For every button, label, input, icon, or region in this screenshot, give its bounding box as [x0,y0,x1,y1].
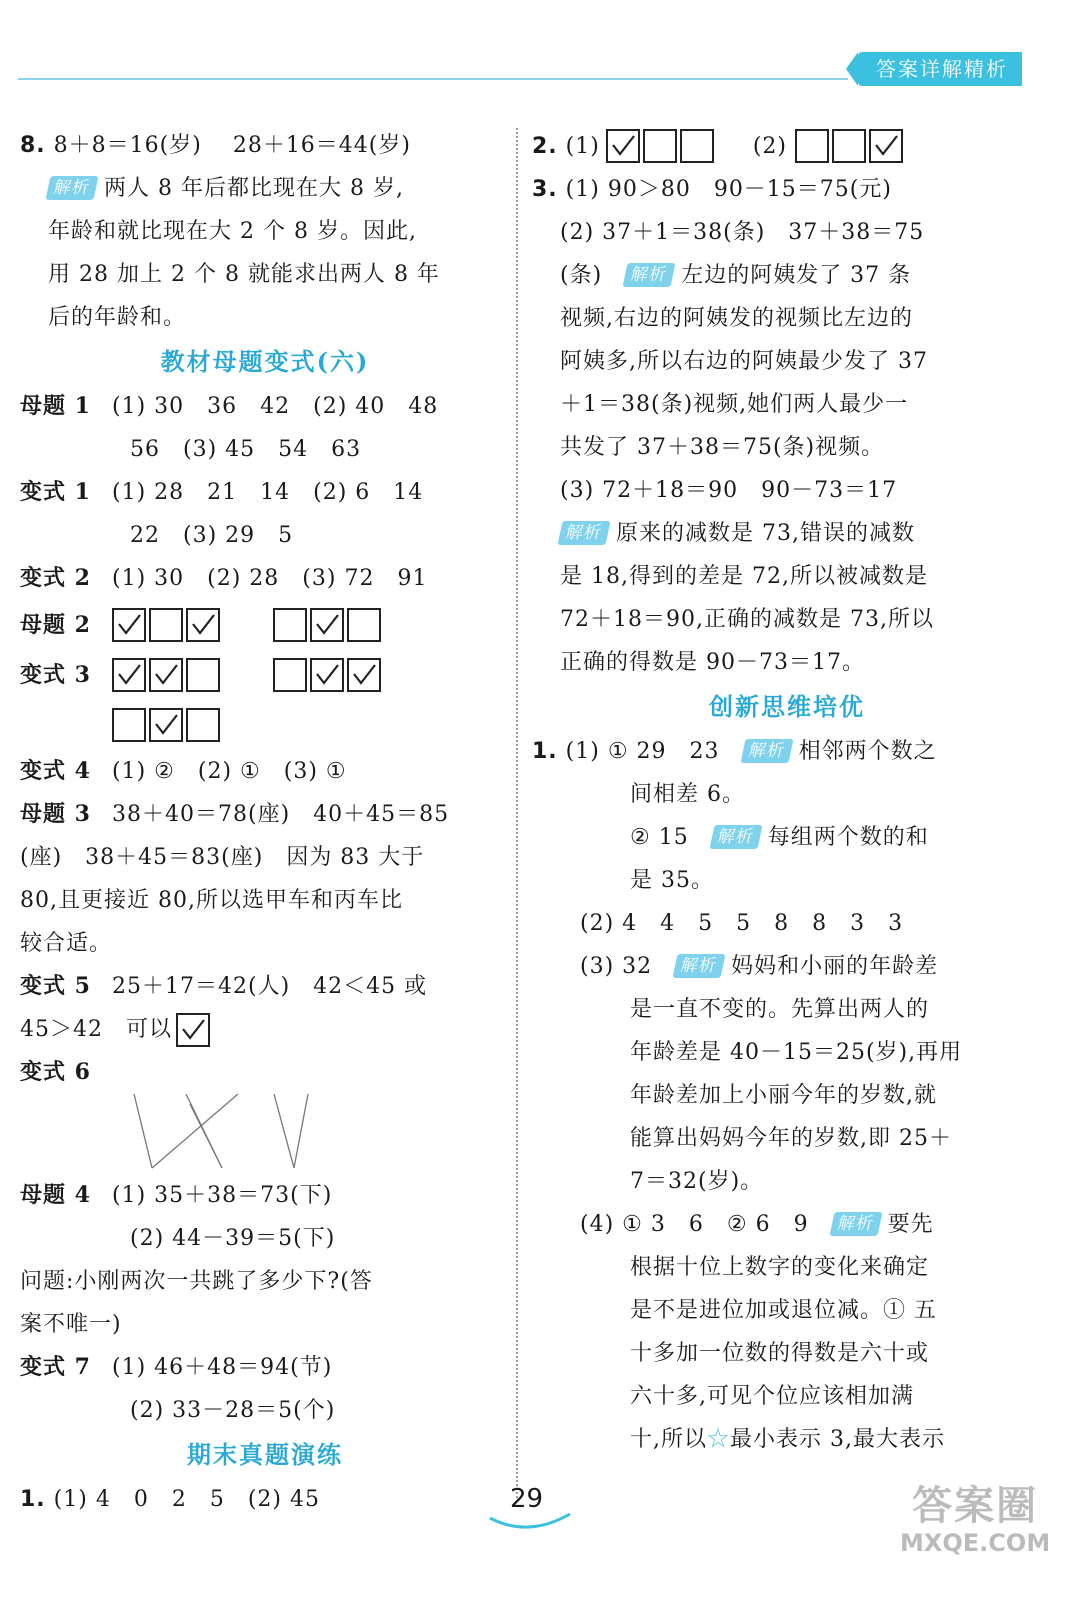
mt4-text1: (1) 35＋38＝73(下) [112,1183,333,1208]
bs6-line1 [20,1051,510,1094]
analysis-badge: 解析 [709,825,762,849]
header-tag: 答案详解精析 [858,52,1022,86]
q2-boxes-b [795,129,906,163]
checkbox-empty [186,708,220,742]
checkbox-checked [606,129,640,163]
c1-line4: 是 35。 [630,868,714,893]
right-column [532,124,1042,1461]
matching-lines-figure [130,1094,510,1174]
q8-line1 [20,124,510,167]
mt2-label: 母题 2 [20,611,91,638]
c1-line9: 年龄差加上小丽今年的岁数,就 [630,1083,937,1108]
bs1-line1 [20,471,510,514]
bs1-text1: (1) 28 21 14 (2) 6 14 [112,480,424,505]
mt3-line2: (座) 38＋45＝83(座) 因为 83 大于 [20,845,425,870]
watermark-top: 答案圈 [912,1483,1039,1529]
c1-text12a: (4) ① 3 6 ② 6 9 [580,1212,809,1237]
q2-part1: (1) [565,133,600,159]
bs5-text1: 25＋17＝42(人) 42＜45 或 [112,974,428,999]
checkbox-checked [186,608,220,642]
c1-text6b: 妈妈和小丽的年龄差 [731,954,939,979]
page-number: 29 [510,1484,544,1514]
c1-line6 [532,945,1042,988]
checkbox-checked [310,658,344,692]
checkbox-checked [869,129,903,163]
bs4-label: 变式 4 [20,758,91,784]
checkbox-checked [112,608,146,642]
matching-lines-drawing [130,1094,330,1174]
q1-line1 [20,1478,510,1521]
bs5-text2: 45＞42 可以 [20,1017,172,1042]
q3-line10: 是 18,得到的差是 72,所以被减数是 [560,564,928,589]
header-line [18,78,848,80]
bs3-label: 变式 3 [20,661,91,688]
c1-text1b: 相邻两个数之 [798,739,937,764]
bs3-row1 [20,650,510,700]
q3-line9 [532,512,1042,555]
checkbox-empty [347,608,381,642]
analysis-badge: 解析 [673,954,726,978]
checkbox-empty [273,658,307,692]
c1-text17b: 最小表示 3,最大表示 [730,1427,945,1452]
bs1-line2: 22 (3) 29 5 [130,523,294,548]
left-column [20,124,510,1521]
q3-text3b: 左边的阿姨发了 37 条 [681,263,912,288]
q2-row [532,124,1042,168]
star-icon: ☆ [707,1427,731,1452]
mt2-row [20,600,510,650]
checkbox-empty [643,129,677,163]
checkbox-checked [310,608,344,642]
c1-line14: 是不是进位加或退位减。① 五 [630,1298,937,1323]
watermark-bottom: MXQE.COM [900,1529,1051,1557]
bs6-label: 变式 6 [20,1059,91,1085]
c1-text12b: 要先 [887,1212,934,1237]
c1-line12 [532,1203,1042,1246]
q3-line3 [532,254,1042,297]
q3-line11: 72＋18＝90,正确的减数是 73,所以 [560,607,934,632]
c1-line11: 7＝32(岁)。 [630,1169,764,1194]
q3-line1 [532,168,1042,211]
q3-text3a: (条) [560,263,603,288]
c1-text1a: (1) ① 29 23 [565,739,720,764]
q8-line4: 用 28 加上 2 个 8 就能求出两人 8 年 [48,262,440,287]
bs3-row2 [20,700,510,750]
q2-number: 2. [532,133,558,159]
mt1-line2: 56 (3) 45 54 63 [130,437,362,462]
q8-line2 [20,167,510,210]
q3-line4: 视频,右边的阿姨发的视频比左边的 [560,306,913,331]
q3-line8: (3) 72＋18＝90 90－73＝17 [560,478,898,503]
q8-line5: 后的年龄和。 [48,305,187,330]
bs3-boxes-a [112,658,223,692]
mt4-line1 [20,1174,510,1217]
bs3-boxes-b [273,658,384,692]
bs2-text1: (1) 30 (2) 28 (3) 72 91 [112,566,428,591]
checkbox-empty [112,708,146,742]
q3-line6: ＋1＝38(条)视频,她们两人最少一 [560,392,909,417]
q8-line3: 年龄和就比现在大 2 个 8 岁。因此, [48,219,417,244]
checkbox-empty [680,129,714,163]
mt2-boxes-b [273,608,384,642]
bs1-label: 变式 1 [20,479,91,505]
bs3-boxes-c [112,708,223,742]
checkbox-checked [176,1013,210,1047]
c1-line1 [532,730,1042,773]
c1-number: 1. [532,739,558,764]
mt2-boxes-a [112,608,223,642]
mt3-label: 母题 3 [20,801,91,827]
q2-part2: (2) [752,133,788,159]
mt3-line1 [20,793,510,836]
page-swoosh-icon [488,1512,572,1534]
q3-text9: 原来的减数是 73,错误的减数 [616,521,915,546]
bs7-line2: (2) 33－28＝5(个) [130,1398,336,1423]
section-title-final-exam: 期末真题演练 [187,1440,343,1469]
bs2-label: 变式 2 [20,565,91,591]
mt3-line4: 较合适。 [20,931,113,956]
q1-number: 1. [20,1487,46,1512]
c1-line2: 间相差 6。 [630,782,745,807]
q3-line5: 阿姨多,所以右边的阿姨最少发了 37 [560,349,928,374]
bs4-text1: (1) ② (2) ① (3) ① [112,759,347,784]
c1-line17 [532,1418,1042,1461]
checkbox-checked [112,658,146,692]
c1-line13: 根据十位上数字的变化来确定 [630,1255,930,1280]
q3-text1: (1) 90＞80 90－15＝75(元) [565,177,892,202]
analysis-badge: 解析 [623,263,676,287]
section-title-innovation: 创新思维培优 [709,692,865,721]
mt1-line1 [20,385,510,428]
analysis-badge: 解析 [740,739,793,763]
q1-text1: (1) 4 0 2 5 (2) 45 [53,1487,320,1512]
section-title-textbook: 教材母题变式(六) [160,347,370,376]
c1-line7: 是一直不变的。先算出两人的 [630,997,930,1022]
q3-line12: 正确的得数是 90－73＝17。 [560,650,865,675]
checkbox-empty [273,608,307,642]
mt3-text1: 38＋40＝78(座) 40＋45＝85 [112,802,450,827]
checkbox-empty [795,129,829,163]
q2-boxes-a [606,129,717,163]
mt4-line3: 问题:小刚两次一共跳了多少下?(答 [20,1269,373,1294]
bs7-label: 变式 7 [20,1354,91,1380]
c1-line10: 能算出妈妈今年的岁数,即 25＋ [630,1126,952,1151]
c1-text3a: ② 15 [630,825,689,850]
bs7-line1 [20,1346,510,1389]
q3-line2: (2) 37＋1＝38(条) 37＋38＝75 [560,220,925,245]
q8-text2: 两人 8 年后都比现在大 8 岁, [104,176,404,201]
mt4-label: 母题 4 [20,1182,91,1208]
q3-number: 3. [532,177,558,202]
mt4-line2: (2) 44－39＝5(下) [130,1226,336,1251]
c1-line3 [532,816,1042,859]
bs5-label: 变式 5 [20,973,91,999]
checkbox-empty [149,608,183,642]
mt3-line3: 80,且更接近 80,所以选甲车和丙车比 [20,888,403,913]
analysis-badge: 解析 [45,176,98,200]
c1-text6a: (3) 32 [580,954,653,979]
q8-number: 8. [20,133,46,158]
checkbox-checked [149,658,183,692]
column-divider [516,128,518,1498]
checkbox-checked [347,658,381,692]
c1-line5: (2) 4 4 5 5 8 8 3 3 [580,911,904,936]
watermark-logo [900,1482,1050,1556]
bs7-text1: (1) 46＋48＝94(节) [112,1355,333,1380]
checkbox-checked [149,708,183,742]
checkbox-empty [832,129,866,163]
bs2-line1 [20,557,510,600]
q8-text1: 8＋8＝16(岁) 28＋16＝44(岁) [53,133,411,158]
mt4-line4: 案不唯一) [20,1312,122,1337]
bs5-line2 [20,1008,510,1051]
bs5-line1 [20,965,510,1008]
c1-line8: 年龄差是 40－15＝25(岁),再用 [630,1040,963,1065]
q3-line7: 共发了 37＋38＝75(条)视频。 [560,435,885,460]
analysis-badge: 解析 [557,521,610,545]
c1-line16: 六十多,可见个位应该相加满 [630,1384,914,1409]
c1-text3b: 每组两个数的和 [767,825,929,850]
bs4-line1 [20,750,510,793]
c1-text17a: 十,所以 [630,1427,707,1452]
mt1-label: 母题 1 [20,393,91,419]
mt1-text1: (1) 30 36 42 (2) 40 48 [112,394,439,419]
checkbox-empty [186,658,220,692]
c1-line15: 十多加一位数的得数是六十或 [630,1341,930,1366]
analysis-badge: 解析 [829,1212,882,1236]
